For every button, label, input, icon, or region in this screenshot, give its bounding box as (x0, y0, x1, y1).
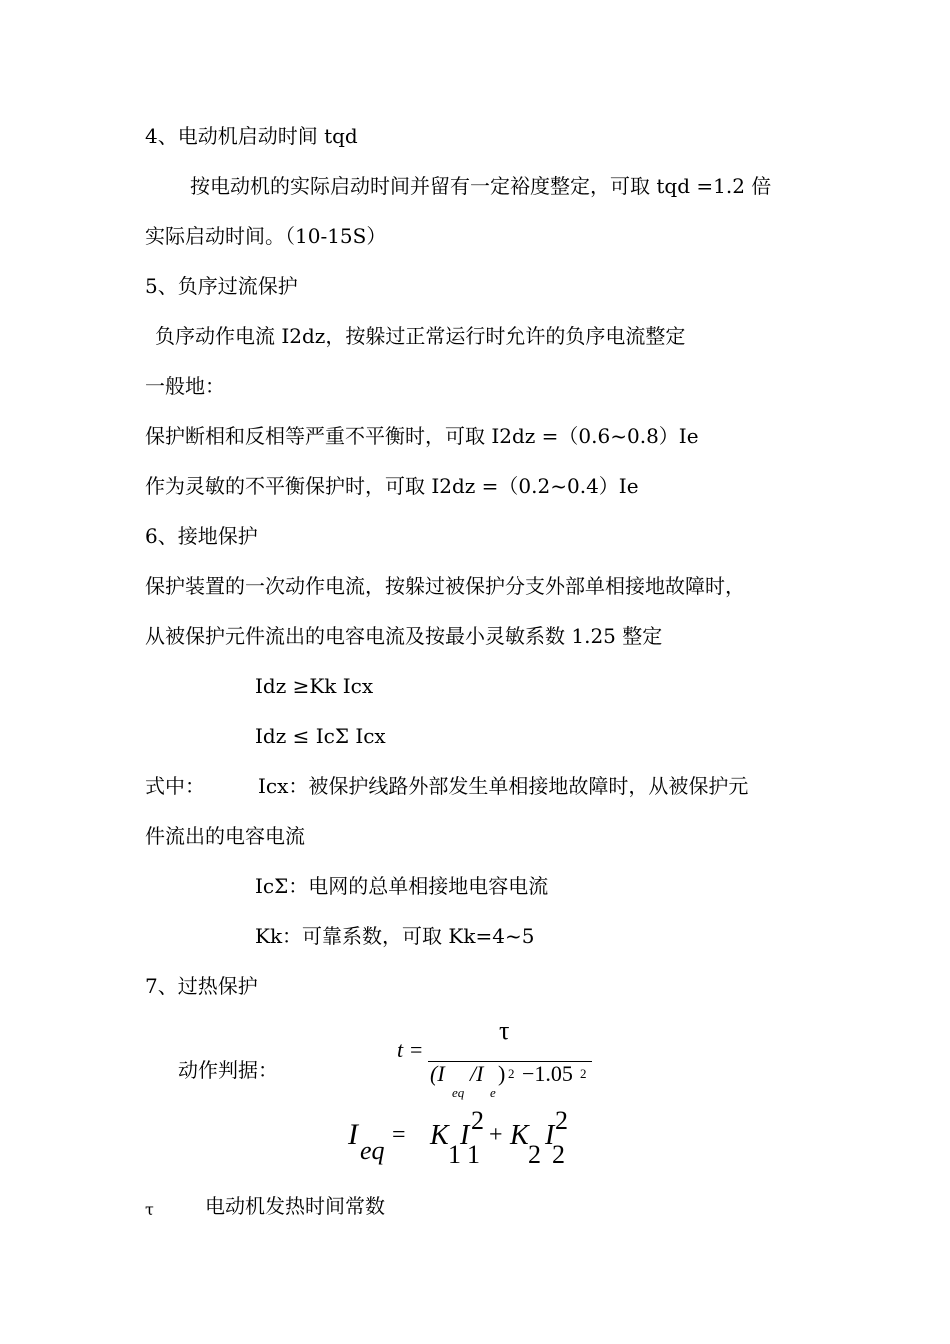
formula2-sub-eq: eq (360, 1136, 385, 1165)
formula1-sub-e: e (490, 1085, 496, 1100)
definition-ic-sigma: IcΣ：电网的总单相接地电容电流 (255, 874, 549, 898)
formula2-sub-1b: 1 (467, 1140, 480, 1169)
formula2-plus: + (489, 1122, 503, 1148)
tau-definition: 电动机发热时间常数 (205, 1194, 385, 1218)
formula2-sub-2a: 2 (528, 1140, 541, 1169)
section-5-paragraph-1: 负序动作电流 I2dz，按躲过正常运行时允许的负序电流整定 (155, 324, 686, 348)
formula2-equals: = (392, 1122, 406, 1148)
section-4-paragraph-1: 按电动机的实际启动时间并留有一定裕度整定，可取 tqd =1.2 倍 (190, 174, 772, 198)
section-6-title: 6、接地保护 (145, 524, 258, 548)
formula2-sub-1a: 1 (448, 1140, 461, 1169)
tau-symbol: τ (145, 1200, 154, 1219)
formula1-lhs: t (397, 1037, 404, 1062)
section-4-paragraph-2: 实际启动时间。（10-15S） (145, 224, 387, 248)
formula2-sup-2: 2 (555, 1106, 568, 1135)
definition-kk: Kk：可靠系数，可取 Kk=4~5 (255, 924, 535, 948)
section-6-paragraph-1: 保护装置的一次动作电流，按躲过被保护分支外部单相接地故障时， (145, 574, 745, 598)
section-5-title: 5、负序过流保护 (145, 274, 298, 298)
formula2-I1: I (460, 1120, 470, 1151)
section-6-paragraph-2: 从被保护元件流出的电容电流及按最小灵敏系数 1.25 整定 (145, 624, 663, 648)
formula2-sup-1: 2 (471, 1106, 484, 1135)
formula1-sub-eq: eq (452, 1085, 465, 1100)
formula2-K2: K (510, 1120, 529, 1151)
section-5-paragraph-3: 保护断相和反相等严重不平衡时，可取 I2dz =（0.6~0.8）Ie (145, 424, 699, 448)
where-label: 式中： (145, 774, 205, 798)
formula1-numerator: τ (499, 1016, 510, 1045)
formula1-minus: −1.05 (522, 1061, 573, 1086)
section-6-equation-2: Idz ≤ IcΣ Icx (255, 724, 386, 748)
section-6-equation-1: Idz ≥Kk Icx (255, 674, 374, 698)
formula2-K1: K (430, 1120, 449, 1151)
section-4-title: 4、电动机启动时间 tqd (145, 124, 358, 148)
section-7-title: 7、过热保护 (145, 974, 258, 998)
formula1-slash: /I (470, 1061, 484, 1086)
formula2-I: I (348, 1118, 358, 1151)
section-5-paragraph-4: 作为灵敏的不平衡保护时，可取 I2dz =（0.2~0.4）Ie (145, 474, 639, 498)
formula2-I2: I (545, 1120, 555, 1151)
definition-icx: Icx：被保护线路外部发生单相接地故障时，从被保护元 (258, 774, 749, 798)
formula1-close: ) (498, 1061, 506, 1086)
formula1-square-2: 2 (580, 1066, 587, 1081)
definition-icx-continued: 件流出的电容电流 (145, 824, 305, 848)
formula1-open: (I (430, 1061, 445, 1086)
formula1-square: 2 (508, 1066, 515, 1081)
formula1-equals: = (410, 1037, 423, 1062)
criterion-label: 动作判据： (178, 1058, 278, 1082)
section-5-paragraph-2: 一般地： (145, 374, 225, 398)
formula2-sub-2b: 2 (552, 1140, 565, 1169)
